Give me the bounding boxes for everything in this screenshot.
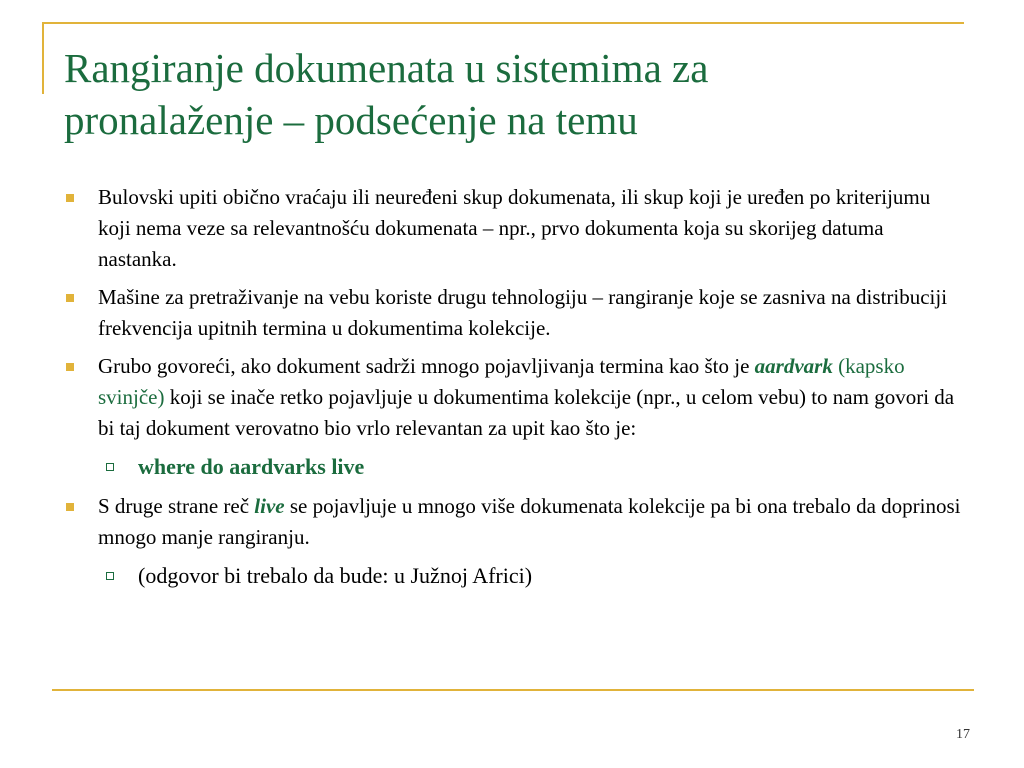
hollow-square-bullet-icon [106, 572, 114, 580]
title-line-2: pronalaženje – podsećenje na temu [64, 97, 638, 143]
left-rule [42, 22, 44, 94]
bullet-item [64, 491, 964, 553]
bullet-text-start: S druge strane reč [98, 494, 255, 518]
term-aardvark: aardvark [754, 354, 833, 378]
bullet-text-end: se pojavljuje u mnogo više dokumenata kolekcije pa bi ona trebalo da doprinosi mnogo manje rangiranju. [98, 494, 961, 549]
bottom-rule [52, 689, 974, 691]
hollow-square-bullet-icon [106, 463, 114, 471]
title-line-1: Rangiranje dokumenata u sistemima za [64, 45, 709, 91]
bullet-text: Mašine za pretraživanje na vebu koriste drugu tehnologiju – rangiranje koje se zasniva na distribuciji frekvencija upitnih termina u dokumentima kolekcije. [98, 285, 948, 340]
top-rule [42, 22, 964, 24]
square-bullet-icon [66, 294, 74, 302]
page-number: 17 [956, 727, 970, 742]
bullet-text-start: Grubo govoreći, ako dokument sadrži mnogo pojavljivanja termina kao što je [98, 354, 755, 378]
sub-bullet-text: where do aardvarks live [138, 454, 365, 479]
square-bullet-icon [66, 363, 74, 371]
bullet-item [64, 351, 964, 444]
bullet-text-end: koji se inače retko pojavljuje u dokumentima kolekcije (npr., u celom vebu) to nam govori da bi taj dokument verovatno bio vrlo relevantan za upit kao što je: [98, 385, 955, 440]
bullet-item [64, 182, 964, 275]
slide-body [64, 182, 964, 600]
bullet-text: Bulovski upiti obično vraćaju ili neuređeni skup dokumenata, ili skup koji je uređen po kriterijumu koji nema veze sa relevantnošću dokumenata – npr., prvo dokumenta koja su skorijeg datuma nastanka. [98, 185, 931, 271]
square-bullet-icon [66, 503, 74, 511]
bullet-item [64, 282, 964, 344]
square-bullet-icon [66, 194, 74, 202]
slide-title [64, 42, 964, 146]
sub-bullet-item [64, 560, 964, 592]
term-live: live [254, 494, 285, 518]
term-translation: (kapsko svinjče) [98, 354, 905, 409]
sub-bullet-item [64, 451, 964, 483]
sub-bullet-text: (odgovor bi trebalo da bude: u Južnoj Africi) [138, 563, 533, 588]
